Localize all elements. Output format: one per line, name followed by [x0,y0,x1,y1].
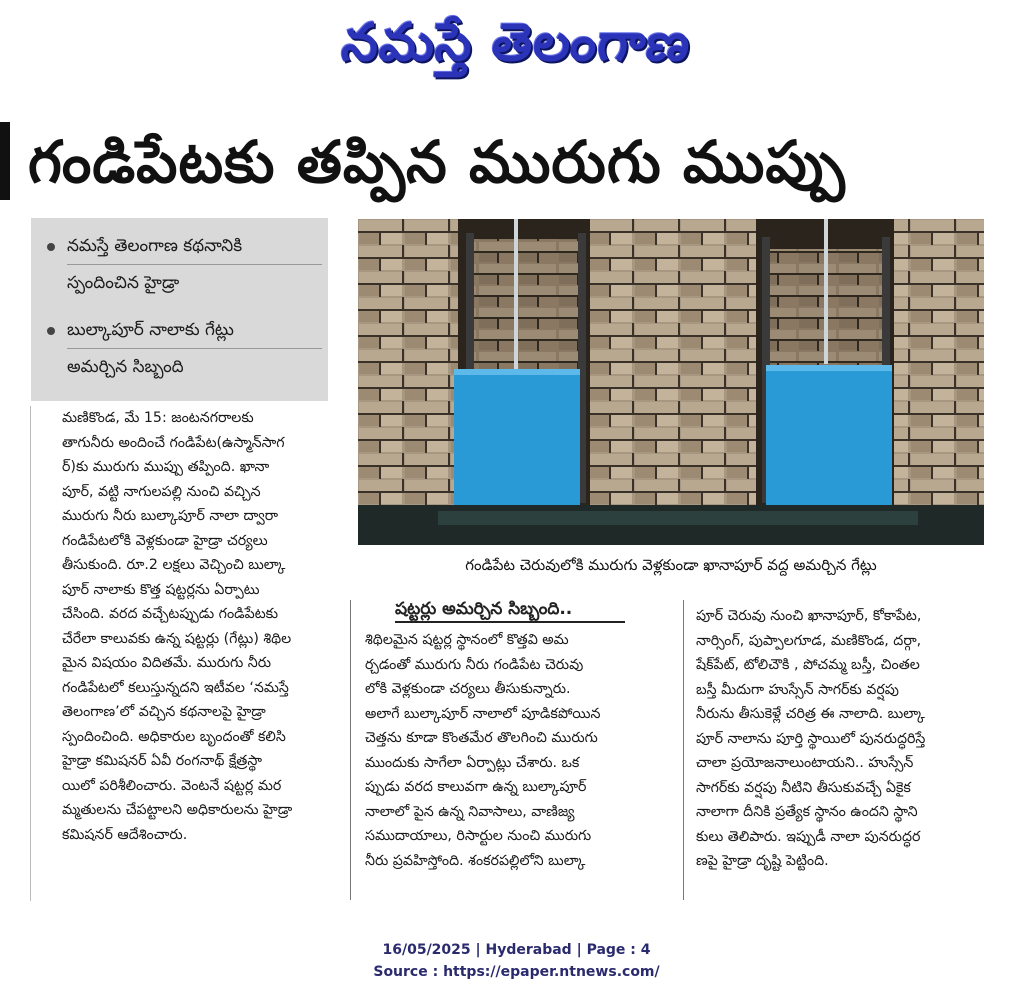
text-line: నార్సింగ్, పుప్పాలగూడ, మణికొండ, దర్గా, [696,632,922,649]
text-line: షేక్‌పేట్, టోలిచౌకి , పోచమ్మ బస్తీ, చింతల [696,657,920,673]
newspaper-masthead [0,8,1033,78]
text-line: మైన విషయం విదితమే. మురుగు నీరు [62,655,272,671]
text-line: గండిపేటలోకి వెళ్లకుండా హైడ్రా చర్యలు [62,532,268,549]
text-line: మ్మతులను చేపట్టాలని అధికారులను హైడ్రా [62,802,293,818]
bullet-icon [47,243,55,251]
text-line: తెలంగాణ’లో వచ్చిన కథనాలపై హైడ్రా [62,704,266,720]
text-line: ప్పుడు వరద కాలువగా ఉన్న బుల్కాపూర్ [365,779,587,795]
article-column-1 [62,406,332,847]
masthead-title: నమస్తే తెలంగాణ [339,13,694,73]
text-line: సముదాయాలు, రిసార్టుల నుంచి మురుగు [365,828,592,844]
text-line: ర్)కు మురుగు ముప్పు తప్పింది. ఖానా [62,459,270,475]
text-line: లోకి వెళ్లకుండా చర్యలు తీసుకున్నారు. [365,681,571,697]
text-line: నాలాగా దీనికి ప్రత్యేక స్థానం ఉందని స్థాని [696,804,918,820]
text-line: పూర్, వట్టి నాగులపల్లి నుంచి వచ్చిన [62,483,261,500]
text-line: పూర్ నాలాను పూర్తి స్థాయిలో పునరుద్ధరిస్తే [696,730,926,747]
text-line: ర్చడంతో మురుగు నీరు గండిపేట చెరువు [365,656,584,673]
text-line: తీసుకుంది. రూ.2 లక్షలు వెచ్చించి బుల్కా [62,557,286,573]
text-line: స్పందించింది. అధికారుల బృందంతో కలిసి [62,728,286,745]
text-line: శిథిలమైన షట్టర్ల స్థానంలో కొత్తవి అమ [365,632,569,648]
text-line: మురుగు నీరు బుల్కాపూర్ నాలా ద్వారా [62,508,279,524]
text-line: చాలా ప్రయోజనాలుంటాయని.. హుస్సేన్ [696,755,914,771]
text-line: పూర్ నాలాకు కొత్త షట్టర్లను ఏర్పాటు [62,581,260,598]
text-line: పూర్ చెరువు నుంచి ఖానాపూర్, కోకాపేట, [696,608,922,624]
text-line: ణపై హైడ్రా దృష్టి పెట్టింది. [696,853,829,869]
text-line: నీరు ప్రవహిస్తోంది. శంకరపల్లిలోని బుల్కా [365,852,586,869]
highlight-item [47,312,322,385]
text-line: నీరును తీసుకెళ్లే చరిత్ర ఈ నాలాది. బుల్కా [696,706,925,722]
highlight-item [47,228,322,301]
article-headline: గండిపేటకు తప్పిన మురుగు ముప్పు [28,128,846,196]
text-line: కులు తెలిపారు. ఇప్పుడీ నాలా పునరుద్ధర [696,828,921,845]
highlight-line: స్పందించిన హైడ్రా [67,273,180,293]
footer-dateline: 16/05/2025 | Hyderabad | Page : 4 [382,942,651,958]
text-line: తాగునీరు అందించే గండిపేట(ఉస్మాన్‌సాగ [62,434,285,451]
column-divider [683,600,684,900]
section-subheading: షట్టర్లు అమర్చిన సిబ్బంది.. [395,599,573,619]
text-line: గండిపేటలో కలుస్తున్నదని ఇటీవల ‘నమస్తే [62,679,289,696]
text-line: అలాగే బుల్కాపూర్ నాలాలో పూడికపోయిన [365,705,601,722]
subheading-underline [395,621,625,623]
text-line: చేరేలా కాలువకు ఉన్న షట్టర్లు (గేట్లు) శిథిల [62,630,292,647]
text-line: సాగర్‌కు వర్షపు నీటిని తీసుకువచ్చే ఏకైక [696,779,911,796]
footer-source-link[interactable]: Source : https://epaper.ntnews.com/ [373,964,660,980]
text-line: ముందుకు సాగేలా ఏర్పాట్లు చేశారు. ఒక [365,754,580,771]
text-line: కమిషనర్ ఆదేశించారు. [62,826,188,843]
headline-accent-bar [0,122,10,200]
text-line: నాలాలో పైన ఉన్న నివాసాలు, వాణిజ్య [365,803,575,820]
photo-caption: గండిపేట చెరువులోకి మురుగు వెళ్లకుండా ఖానాపూర్ వద్ద అమర్చిన గేట్లు [465,556,877,574]
article-photo [358,219,984,545]
column-divider [30,406,31,901]
text-line: చేసింది. వరద వచ్చేటప్పుడు గండిపేటకు [62,606,278,622]
text-line: మణికొండ, మే 15: జంటనగరాలకు [62,410,254,426]
column-divider [350,600,351,900]
text-line: బస్తీ మీదుగా హుస్సేన్ సాగర్‌కు వర్షపు [696,681,899,698]
text-line: హైడ్రా కమిషనర్ ఏవీ రంగనాథ్ క్షేత్రస్థా [62,753,262,769]
highlights-box [31,218,328,401]
article-column-2 [365,628,665,873]
article-column-3 [696,604,986,874]
highlight-line: నమస్తే తెలంగాణ కథనానికి [67,228,322,265]
text-line: యిలో పరిశీలించారు. వెంటనే షట్టర్ల మర [62,777,282,794]
text-line: చెత్తను కూడా కొంతమేర తొలగించి మురుగు [365,730,598,746]
highlight-line: బుల్కాపూర్ నాలాకు గేట్లు [67,312,322,349]
highlight-line: అమర్చిన సిబ్బంది [67,357,184,377]
bullet-icon [47,327,55,335]
